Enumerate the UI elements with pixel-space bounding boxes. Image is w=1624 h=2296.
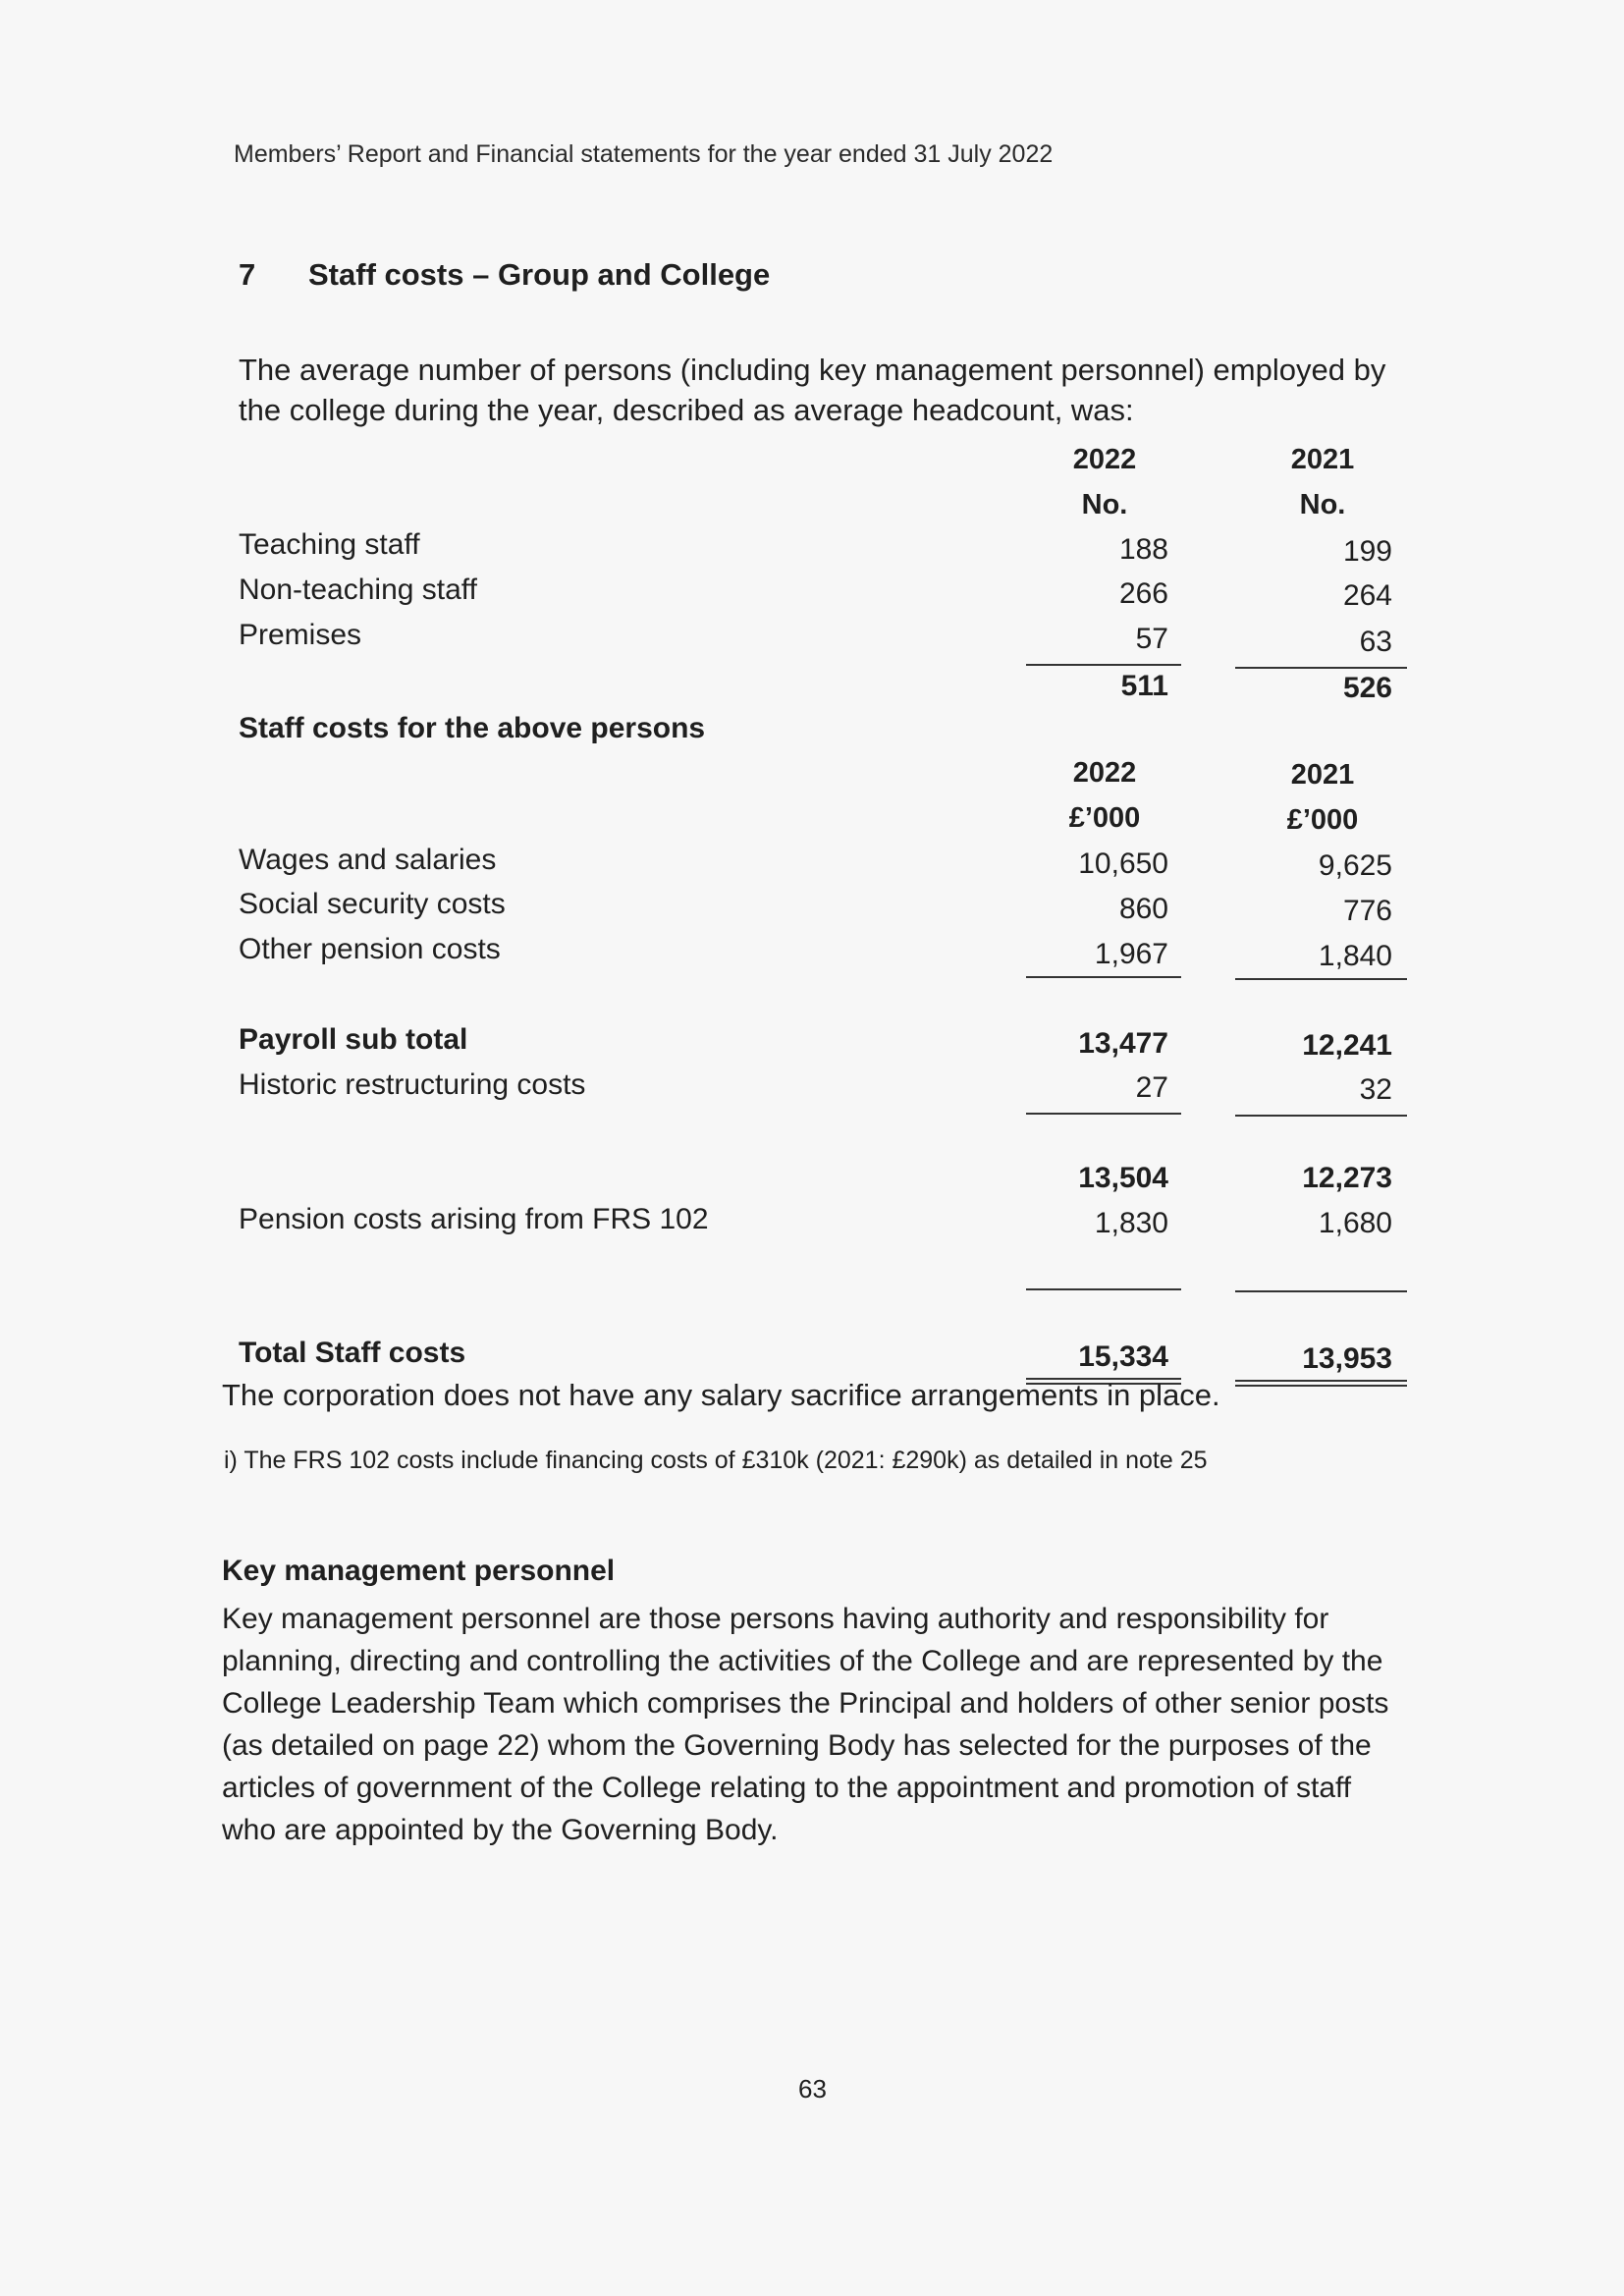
salary-sacrifice-note: The corporation does not have any salary sacrifice arrangements in place. (222, 1378, 1220, 1412)
headcount-rule-2022 (1026, 664, 1181, 666)
restructuring-2022: 27 (1135, 1071, 1168, 1104)
headcount-unit-2022: No. (1081, 489, 1128, 520)
social-security-2022: 860 (1118, 893, 1168, 925)
other-pension-2022: 1,967 (1094, 938, 1168, 970)
teaching-2021: 199 (1342, 535, 1392, 568)
headcount-year-2022: 2022 (1072, 444, 1137, 475)
wages-2021: 9,625 (1318, 849, 1392, 882)
subtotal-2021: 12,273 (1302, 1162, 1392, 1194)
total-2022: 15,334 (1078, 1340, 1168, 1373)
frs102-2022: 1,830 (1094, 1207, 1168, 1239)
costs-rule-2022 (1026, 976, 1181, 978)
costs-unit-2021: £’000 (1286, 804, 1359, 836)
headcount-rule-2021 (1235, 667, 1407, 669)
costs-year-2022: 2022 (1072, 757, 1137, 789)
restructuring-rule-2022 (1026, 1113, 1181, 1115)
row-label-teaching: Teaching staff (239, 528, 420, 561)
page-header: Members’ Report and Financial statements for the year ended 31 July 2022 (234, 140, 1054, 168)
row-label-premises: Premises (239, 619, 362, 651)
row-label-non-teaching: Non-teaching staff (239, 574, 477, 606)
social-security-2021: 776 (1342, 895, 1392, 927)
headcount-unit-2021: No. (1299, 489, 1346, 520)
costs-heading: Staff costs for the above persons (239, 712, 706, 744)
costs-year-2021: 2021 (1290, 759, 1355, 791)
kmp-heading: Key management personnel (222, 1555, 616, 1587)
section-number: 7 (239, 257, 256, 292)
headcount-total-2022: 511 (1120, 670, 1168, 702)
row-label-frs102: Pension costs arising from FRS 102 (239, 1203, 709, 1235)
payroll-2021: 12,241 (1302, 1029, 1392, 1062)
headcount-total-2021: 526 (1342, 672, 1392, 704)
frs102-2021: 1,680 (1318, 1207, 1392, 1239)
row-label-payroll: Payroll sub total (239, 1023, 468, 1056)
costs-unit-2022: £’000 (1068, 802, 1141, 834)
row-label-wages: Wages and salaries (239, 844, 497, 876)
page-number: 63 (798, 2074, 827, 2104)
row-label-other-pension: Other pension costs (239, 933, 501, 965)
frs102-rule-2021 (1235, 1290, 1407, 1292)
premises-2021: 63 (1359, 626, 1392, 658)
intro-paragraph: The average number of persons (including key management personnel) employed by the college during the year, described as average headcount, was: (239, 353, 1386, 427)
total-2021: 13,953 (1302, 1342, 1392, 1375)
costs-rule-2021 (1235, 978, 1407, 980)
row-label-social-security: Social security costs (239, 888, 506, 920)
kmp-paragraph: Key management personnel are those persons having authority and responsibility for planning, directing and controlling the activities of the College and are represented by the College Leadership Team which comprises the Principal and holders of other senior posts (as detailed on page 22) whom the Governing Body has selected for the purposes of the articles of government of the College relating to the appointment and promotion of staff who are appointed by the Governing Body. (222, 1603, 1389, 1846)
other-pension-2021: 1,840 (1318, 940, 1392, 972)
total-double-rule-2021 (1235, 1380, 1407, 1387)
row-label-restructuring: Historic restructuring costs (239, 1068, 586, 1101)
row-label-total: Total Staff costs (239, 1337, 466, 1369)
headcount-year-2021: 2021 (1290, 444, 1355, 475)
frs102-rule-2022 (1026, 1288, 1181, 1290)
restructuring-2021: 32 (1359, 1073, 1392, 1106)
payroll-2022: 13,477 (1078, 1027, 1168, 1060)
non-teaching-2021: 264 (1342, 579, 1392, 612)
non-teaching-2022: 266 (1118, 577, 1168, 610)
teaching-2022: 188 (1118, 533, 1168, 566)
frs102-footnote: i) The FRS 102 costs include financing costs of £310k (2021: £290k) as detailed in note 25 (224, 1447, 1208, 1474)
restructuring-rule-2021 (1235, 1115, 1407, 1117)
section-title: Staff costs – Group and College (308, 257, 771, 292)
wages-2022: 10,650 (1078, 847, 1168, 880)
premises-2022: 57 (1135, 623, 1168, 655)
subtotal-2022: 13,504 (1078, 1162, 1168, 1194)
